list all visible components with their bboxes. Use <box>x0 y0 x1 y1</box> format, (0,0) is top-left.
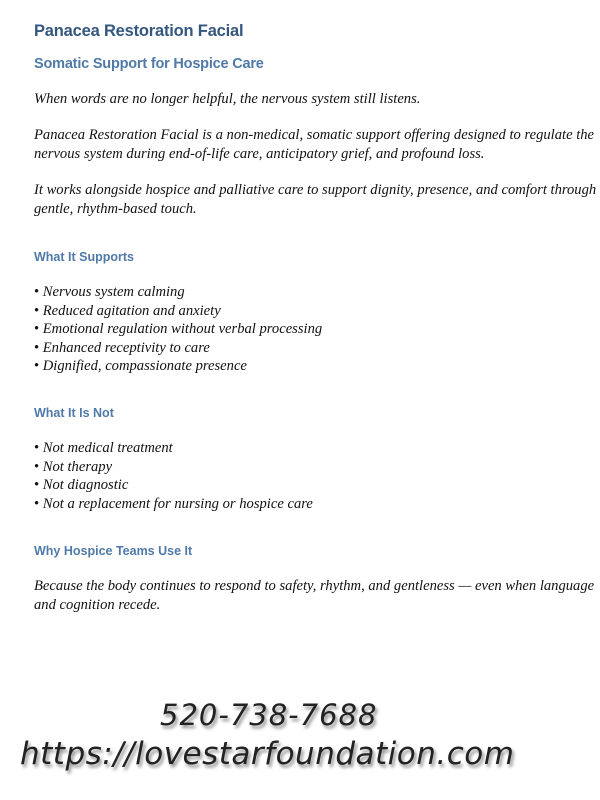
list-item: • Not therapy <box>34 458 600 477</box>
document-subtitle: Somatic Support for Hospice Care <box>34 56 264 72</box>
phone-number: 520-738-7688 <box>160 698 378 732</box>
intro-paragraph: Panacea Restoration Facial is a non-medical, somatic support offering designed to regulate the nervous system during end-of-life care, anticipatory grief, and profound loss. <box>34 127 595 162</box>
list-item: • Emotional regulation without verbal processing <box>34 320 600 339</box>
why-paragraph: Because the body continues to respond to safety, rhythm, and gentleness — even when language and cognition recede. <box>34 578 595 613</box>
website-url[interactable]: https://lovestarfoundation.com <box>20 736 515 772</box>
list-item: • Reduced agitation and anxiety <box>34 302 600 321</box>
not-list <box>34 439 600 513</box>
list-item: • Not diagnostic <box>34 476 600 495</box>
not-heading: What It Is Not <box>34 406 114 420</box>
list-item: • Not a replacement for nursing or hospice care <box>34 495 600 514</box>
supports-heading: What It Supports <box>34 250 134 264</box>
document-title: Panacea Restoration Facial <box>34 22 244 40</box>
list-item: • Dignified, compassionate presence <box>34 357 600 376</box>
list-item: • Nervous system calming <box>34 283 600 302</box>
intro-paragraph-2: It works alongside hospice and palliative care to support dignity, presence, and comfort through gentle, rhythm-based touch. <box>34 182 597 217</box>
intro-line: When words are no longer helpful, the nervous system still listens. <box>34 91 421 107</box>
list-item: • Enhanced receptivity to care <box>34 339 600 358</box>
supports-list <box>34 283 600 376</box>
list-item: • Not medical treatment <box>34 439 600 458</box>
why-heading: Why Hospice Teams Use It <box>34 544 193 558</box>
